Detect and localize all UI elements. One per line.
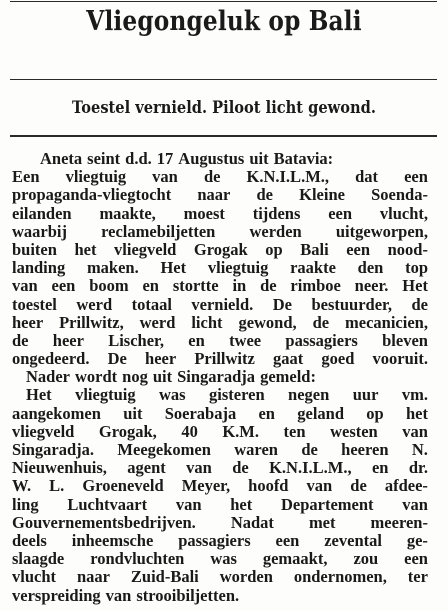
article-line: Gouvernementsbedrijven. Nadat met meeren- xyxy=(12,513,428,532)
article-line: buiten het vliegveld Grogak op Bali een nood- xyxy=(12,240,428,259)
article-line: toestel werd totaal vernield. De bestuurder, de xyxy=(12,295,428,314)
article-line: vlucht naar Zuid-Bali worden ondernomen, ter xyxy=(12,568,428,587)
article-line: verspreiding van strooibiljetten. xyxy=(12,586,240,605)
article-line: W. L. Groeneveld Meyer, hoofd van de afdee- xyxy=(12,477,428,496)
subheadline: Toestel vernield. Piloot licht gewond. xyxy=(72,98,376,118)
article-line: Een vliegtuig van de K.N.I.L.M., dat een xyxy=(12,168,428,187)
article-line: ling Luchtvaart van het Departement van xyxy=(12,495,428,514)
article-line: heer Prillwitz, werd licht gewond, de mecanicien, xyxy=(12,313,428,332)
article-line: eilanden maakte, moest tijdens een vlucht, xyxy=(12,204,428,223)
article-body xyxy=(12,150,428,605)
subheadline-rule xyxy=(10,135,437,137)
article-line: Het vliegtuig was gisteren negen uur vm. xyxy=(26,386,428,405)
article-line: van een boom en stortte in de rimboe neer. Het xyxy=(12,277,428,296)
article-line: ongedeerd. De heer Prillwitz gaat goed vooruit. xyxy=(12,350,428,369)
article-line: propaganda-vliegtocht naar de Kleine Soenda- xyxy=(12,186,428,205)
headline: Vliegongeluk op Bali xyxy=(86,6,362,37)
article-line: Nader wordt nog uit Singaradja gemeld: xyxy=(26,368,316,387)
article-line: slaagde rondvluchten was gemaakt, zou een xyxy=(12,550,428,569)
headline-rule xyxy=(10,79,437,80)
article-line: vliegveld Grogak, 40 K.M. ten westen van xyxy=(12,422,428,441)
article-line: waarbij reclamebiljetten werden uitgeworpen, xyxy=(12,222,428,241)
article-line: deels inheemsche passagiers een zevental ge- xyxy=(12,531,428,550)
article-line: landing maken. Het vliegtuig raakte den top xyxy=(12,259,428,278)
article-line: Nieuwenhuis, agent van de K.N.I.L.M., en dr. xyxy=(12,459,428,478)
article-line: Aneta seint d.d. 17 Augustus uit Batavia: xyxy=(40,150,334,168)
article-line: de heer Lischer, en twee passagiers bleven xyxy=(12,331,428,350)
top-rule xyxy=(10,1,437,2)
article-line: aangekomen uit Soerabaja en geland op het xyxy=(12,404,428,423)
article-line: Singaradja. Meegekomen waren de heeren N. xyxy=(12,441,428,459)
